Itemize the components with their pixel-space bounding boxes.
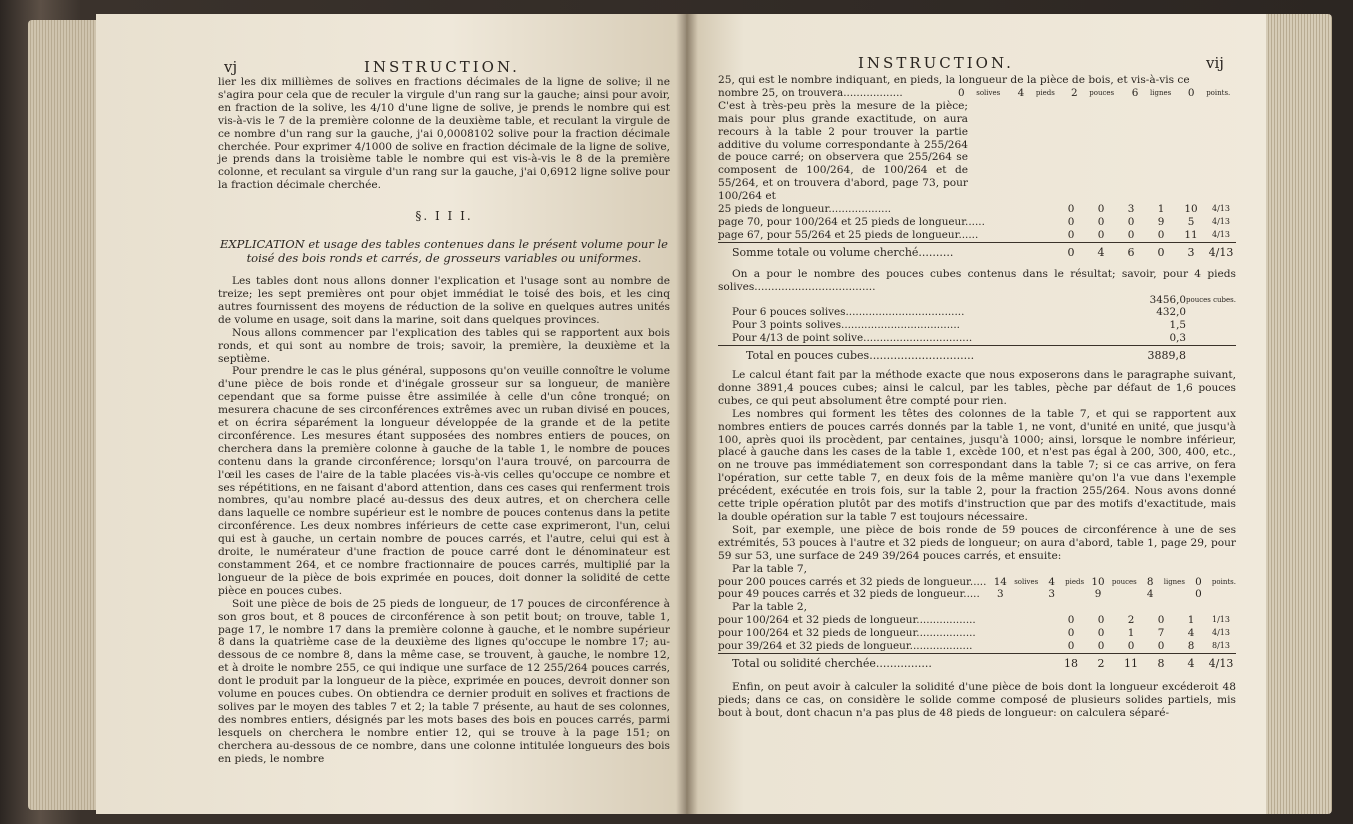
fraction-cell: 4/13 xyxy=(1212,628,1230,638)
intro-paragraph: C'est à très-peu près la mesure de la pièce; mais pour plus grande exactitude, on aura recours à la table 2 pour trouver la partie additive du volume correspondante à 255/264 de pouce carré; on observera que 255/264 se composent de 100/264, de 100/264 et de 55/264, et on trouvera d'abord, page 73, pour 100/264 et xyxy=(718,99,968,203)
value-cell: 1 xyxy=(1157,203,1165,216)
book-gutter xyxy=(676,14,698,814)
section-heading: §. I I I. xyxy=(415,209,473,224)
left-intro: lier les dix millièmes de solives en fractions décimales de la ligne de solive; il ne s'agira pour cela que de reculer la virgule d'un rang sur la gauche; ainsi pour avoir, en fraction de la solive, les 4/10 d'une ligne de solive, je prends le nombre qui est vis-à-vis le 7 de la première colonne de la deuxième table, et reculant la virgule de ce nombre d'un rang sur la gauche, j'ai 0,0008102 solive pour la fraction décimale cherchée. Pour exprimer 4/1000 de solive en fraction décimale de la ligne de solive, je prends dans la troisième table le nombre qui est vis-à-vis le 8 de la première colonne, et reculant sa virgule d'un rang sur la gauche, j'ai 0,6912 ligne solive pour la fraction décimale cherchée. xyxy=(218,76,670,192)
value-cell: 1,5 xyxy=(1169,319,1186,332)
row-label: Pour 4/13 de point solive................................. xyxy=(732,332,973,345)
value-cell: 0 xyxy=(1067,203,1075,216)
unit-label: pouces cubes. xyxy=(1186,295,1236,304)
value-cell: 0 xyxy=(1195,588,1202,601)
value-cell: 4 xyxy=(1048,575,1055,588)
value-cell: 0 xyxy=(1157,245,1165,259)
intro-line: 25, qui est le nombre indiquant, en pieds, la longueur de la pièce de bois, et vis-à-vis ce xyxy=(718,74,1190,86)
total-row xyxy=(718,653,1236,670)
unit-label: solives xyxy=(1014,577,1039,586)
unit-label: pieds xyxy=(1065,577,1085,586)
row-label: pour 200 pouces carrés et 32 pieds de longueur..... xyxy=(718,575,987,588)
value-cell: 432,0 xyxy=(1156,306,1186,319)
value-cell: 14 xyxy=(993,575,1007,588)
value-cell: 10 xyxy=(1184,203,1198,216)
row-label: pour 49 pouces carrés et 32 pieds de longueur..... xyxy=(718,588,980,601)
value-cell: 0 xyxy=(1127,228,1135,241)
value-cell: 0 xyxy=(1067,228,1075,241)
value-cell: 0 xyxy=(1067,640,1075,653)
table-row xyxy=(718,627,1236,640)
value-cell: 0 xyxy=(1097,228,1105,241)
table-row xyxy=(718,614,1236,627)
value-cell: 0 xyxy=(1187,86,1195,99)
row-label: Pour 6 pouces solives.................................... xyxy=(732,306,965,319)
row-label: page 70, pour 100/264 et 25 pieds de longueur...... xyxy=(718,215,985,228)
left-page-edges xyxy=(28,20,98,810)
value-cell: 0 xyxy=(1097,614,1105,627)
table-row xyxy=(718,640,1236,653)
value-cell: 6 xyxy=(1131,86,1139,99)
row-label: Total en pouces cubes.............................. xyxy=(746,349,975,363)
value-cell: 4 xyxy=(1097,245,1105,259)
solidity-table xyxy=(718,576,1236,602)
value-cell: 1 xyxy=(1187,614,1195,627)
table-row xyxy=(718,332,1236,345)
fraction-cell: 4/13 xyxy=(1208,656,1234,670)
unit-label: points. xyxy=(1211,577,1236,586)
paragraph: Les nombres qui forment les têtes des colonnes de la table 7, et qui se rapportent aux nombres entiers de pouces carrés donnés par la table 1, ne vont, d'unité en unité, que jusqu'à 100, après quoi ils procèdent, par centaines, jusqu'à 1000; ainsi, lorsque le nombre inférieur, placé à gauche dans les cases de la table 1, excède 100, et n'est pas égal à 200, 300, 400, etc., on ne trouve pas immédiatement son correspondant dans la table 7; si ce cas arrive, on fera l'opération, sur cette table 7, en deux fois de la même manière qu'on l'a vue dans l'exemple précédent, exécutée en trois fois, sur la table 2, pour la fraction 255/264. Nous avons donné cette triple opération plutôt par des motifs d'instruction que par des motifs d'exactitude, mais la double opération sur la table 7 est toujours nécessaire. xyxy=(718,407,1236,523)
table-row xyxy=(718,216,1236,229)
row-label: pour 100/264 et 32 pieds de longueur.................. xyxy=(718,614,976,627)
value-cell: 3889,8 xyxy=(1147,349,1186,363)
row-label: pour 100/264 et 32 pieds de longueur.................. xyxy=(718,627,976,640)
first-result-table xyxy=(718,87,1236,100)
fraction-cell: 4/13 xyxy=(1208,245,1234,259)
paragraph: Enfin, on peut avoir à calculer la solidité d'une pièce de bois dont la longueur excéderoit 48 pieds; dans ce cas, on considère le solide comme composé de plusieurs solides partiels, mis bout à bout, dont chacun n'a pas plus de 48 pieds de longueur: on calculera séparé- xyxy=(718,680,1236,719)
right-page xyxy=(686,14,1266,814)
value-cell: 0 xyxy=(1067,627,1075,640)
section-title: EXPLICATION et usage des tables contenues dans le présent volume pour le toisé des bois ronds et carrés, de grosseurs variables ou uniformes. xyxy=(220,237,668,266)
row-label: Pour 3 points solives.................................... xyxy=(732,319,960,332)
row-label: Somme totale ou volume cherché.......... xyxy=(732,245,954,259)
value-cell: 2 xyxy=(1127,614,1135,627)
cubes-table xyxy=(718,294,1236,364)
value-cell: 0 xyxy=(1127,215,1135,228)
table-row xyxy=(718,319,1236,332)
total-row xyxy=(718,242,1236,259)
unit-label: points. xyxy=(1206,88,1231,97)
row-label: page 67, pour 55/264 et 25 pieds de longueur...... xyxy=(718,228,979,241)
unit-label: lignes xyxy=(1150,88,1172,97)
right-running-head: INSTRUCTION. xyxy=(858,54,1014,72)
value-cell: 0 xyxy=(1097,203,1105,216)
row-label: pour 39/264 et 32 pieds de longueur................... xyxy=(718,640,973,653)
value-cell: 6 xyxy=(1127,245,1135,259)
total-row xyxy=(718,346,1236,363)
value-cell: 0 xyxy=(1067,245,1075,259)
fraction-table xyxy=(718,614,1236,671)
paragraph: On a pour le nombre des pouces cubes contenus dans le résultat; savoir, pour 4 pieds solives.................................... xyxy=(718,267,1236,293)
table-row xyxy=(718,306,1236,319)
value-cell: 4 xyxy=(1017,86,1025,99)
left-page xyxy=(96,14,686,814)
table-row xyxy=(718,203,1236,216)
paragraph: Soit, par exemple, une pièce de bois ronde de 59 pouces de circonférence à une de ses extrémités, 53 pouces à l'autre et 32 pieds de longueur; on aura d'abord, table 1, page 29, pour 59 sur 53, une surface de 249 39/264 pouces carrés, et ensuite: xyxy=(718,523,1236,562)
value-cell: 3 xyxy=(997,588,1004,601)
table-caption: Par la table 2, xyxy=(732,601,807,614)
value-cell: 0 xyxy=(957,86,965,99)
table-caption: Par la table 7, xyxy=(732,562,807,575)
unit-label: pieds xyxy=(1035,88,1055,97)
paragraph: Nous allons commencer par l'explication des tables qui se rapportent aux bois ronds, et qui sont au nombre de trois; savoir, la première, la deuxième et la septième. xyxy=(218,326,670,365)
value-cell: 3 xyxy=(1127,203,1135,216)
value-cell: 3456,0 xyxy=(1149,293,1186,306)
left-running-head: INSTRUCTION. xyxy=(364,58,520,76)
value-cell: 8 xyxy=(1157,656,1165,670)
left-page-number: vj xyxy=(224,58,238,76)
fraction-cell: 4/13 xyxy=(1212,229,1230,239)
value-cell: 5 xyxy=(1187,215,1195,228)
value-cell: 18 xyxy=(1064,656,1078,670)
value-cell: 0 xyxy=(1097,215,1105,228)
value-cell: 8 xyxy=(1146,575,1154,588)
value-cell: 4 xyxy=(1187,656,1195,670)
volume-table xyxy=(718,203,1236,260)
value-cell: 0 xyxy=(1097,640,1105,653)
value-cell: 0 xyxy=(1097,627,1105,640)
value-cell: 0 xyxy=(1127,640,1135,653)
value-cell: 0 xyxy=(1067,215,1075,228)
table-row xyxy=(718,588,1236,601)
row-label: 25 pieds de longueur................... xyxy=(718,203,892,216)
intro-line-2: nombre 25, on trouvera.................. xyxy=(718,86,903,99)
value-cell: 0,3 xyxy=(1169,332,1186,345)
value-cell: 0 xyxy=(1195,575,1202,588)
value-cell: 8 xyxy=(1187,640,1195,653)
fraction-cell: 4/13 xyxy=(1212,216,1230,226)
value-cell: 10 xyxy=(1091,575,1105,588)
unit-label: lignes xyxy=(1163,577,1185,586)
unit-label: pouces xyxy=(1089,88,1115,97)
value-cell: 3 xyxy=(1187,245,1195,259)
row-label: Total ou solidité cherchée................ xyxy=(732,656,932,670)
paragraph: Le calcul étant fait par la méthode exacte que nous exposerons dans le paragraphe suivant, donne 3891,4 pouces cubes; ainsi le calcul, par les tables, pèche par défaut de 1,6 pouces cubes, ce qui peut absolument être compté pour rien. xyxy=(718,369,1236,407)
left-text-block xyxy=(218,76,670,766)
right-text-block xyxy=(718,74,1236,720)
value-cell: 1 xyxy=(1127,627,1135,640)
value-cell: 11 xyxy=(1184,228,1198,241)
value-cell: 0 xyxy=(1067,614,1075,627)
table-row xyxy=(718,576,1236,589)
value-cell: 4 xyxy=(1146,588,1154,601)
value-cell: 2 xyxy=(1070,86,1078,99)
value-cell: 7 xyxy=(1157,627,1165,640)
value-cell: 9 xyxy=(1157,215,1165,228)
value-cell: 0 xyxy=(1157,614,1165,627)
value-cell: 4 xyxy=(1187,627,1195,640)
paragraph: Soit une pièce de bois de 25 pieds de longueur, de 17 pouces de circonférence à son gros bout, et 8 pouces de circonférence à son petit bout; on trouve, table 1, page 17, le nombre 17 dans la première colonne à gauche, et le nombre supérieur 8 dans la quatrième case de la deuxième des lignes qu'occupe le nombre 17; au-dessous de ce nombre 8, dans la même case, se trouvent, à gauche, le nombre 12, et à droite le nombre 255, ce qui indique une surface de 12 255/264 pouces carrés, dont le produit par la longueur de la pièce, exprimée en pouces, devroit donner son volume en pouces cubes. On obtiendra ce dernier produit en solives et fractions de solives par le moyen des tables 7 et 2; la table 7 présente, au haut de ses colonnes, des nombres entiers, désignés par les mots bases des bois en pouces carrés, parmi lesquels on cherchera le nombre entier 12, qui se trouve à la page 151; on cherchera au-dessous de ce nombre, dans une colonne intitulée longueurs des bois en pieds, le nombre xyxy=(218,597,670,765)
paragraph: Pour prendre le cas le plus général, supposons qu'on veuille connoître le volume d'une pièce de bois ronde et d'inégale grosseur sur sa longueur, de manière cependant que sa forme puisse être assimilée à celle d'un cône tronqué; on mesurera chacune de ses circonférences extrêmes avec un ruban divisé en pouces, et on écrira séparément la longueur développée de la grande et de la petite circonférence. Les mesures étant supposées des nombres entiers de pouces, on cherchera dans la première colonne à gauche de la table 1, le nombre de pouces contenu dans la grande circonférence; lorsqu'on l'aura trouvé, on parcourra de l'œil les cases de l'aire de la table placées vis-à-vis celles qu'occupe ce nombre et ses répétitions, en ne faisant d'abord attention, dans ces cases qui renferment trois nombres, qu'au nombre placé au-dessus des deux autres, et on cherchera celle dans laquelle ce nombre supérieur est le nombre de pouces contenus dans la petite circonférence. Les deux nombres inférieurs de cette case exprimeront, l'un, celui qui est à gauche, un certain nombre de pouces carrés, et l'autre, celui qui est à droite, le numérateur d'une fraction de pouce carré dont le dénominateur est constamment 264, et ce nombre fractionnaire de pouces carrés, multiplié par la longueur de la pièce de bois exprimée en pouces, doit donner la solidité de cette pièce en pouces cubes. xyxy=(218,365,670,597)
value-cell: 2 xyxy=(1097,656,1105,670)
value-cell: 9 xyxy=(1094,588,1102,601)
right-page-edges xyxy=(1262,14,1332,814)
right-page-number: vij xyxy=(1206,54,1224,72)
table-row xyxy=(718,229,1236,242)
unit-label: solives xyxy=(976,88,1001,97)
unit-label: pouces xyxy=(1111,577,1137,586)
paragraph: Les tables dont nous allons donner l'explication et l'usage sont au nombre de treize; les sept premières ont pour objet immédiat le toisé des bois, et les cinq autres fournissent des moyens de réduction de la solive en quelques autres unités de volume en usage, soit dans la marine, soit dans quelques provinces. xyxy=(218,275,670,326)
value-cell: 0 xyxy=(1157,228,1165,241)
fraction-cell: 1/13 xyxy=(1212,615,1230,625)
value-cell: 0 xyxy=(1157,640,1165,653)
fraction-cell: 4/13 xyxy=(1212,204,1230,214)
fraction-cell: 8/13 xyxy=(1212,641,1230,651)
value-cell: 3 xyxy=(1048,588,1055,601)
value-cell: 11 xyxy=(1124,656,1138,670)
